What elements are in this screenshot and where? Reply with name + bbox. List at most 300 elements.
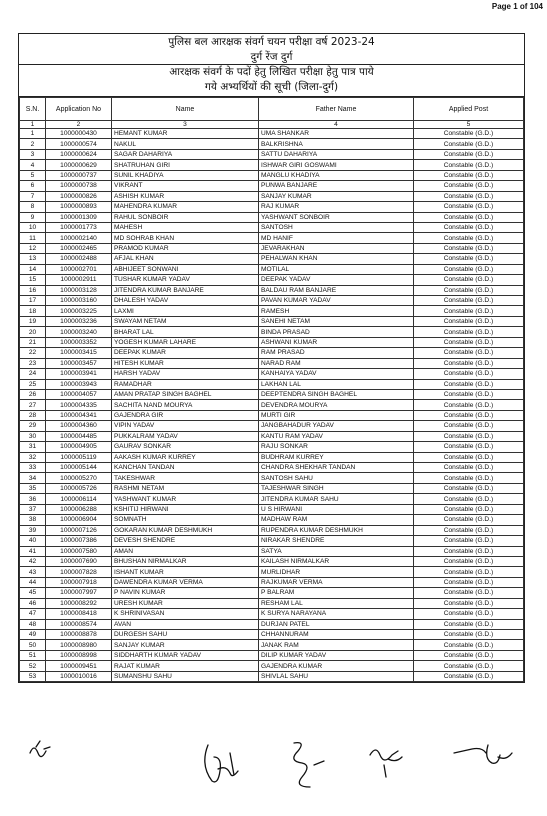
cell-applied-post: Constable (G.D.)	[414, 191, 524, 201]
cell-application-no: 1000003236	[46, 316, 112, 326]
cell-sn: 27	[20, 400, 46, 410]
cell-applied-post: Constable (G.D.)	[414, 588, 524, 598]
cell-name: URESH KUMAR	[112, 598, 259, 608]
table-row	[20, 661, 524, 671]
cell-sn: 1	[20, 129, 46, 139]
cell-name: GAURAV SONKAR	[112, 442, 259, 452]
cell-application-no: 1000007580	[46, 546, 112, 556]
cell-application-no: 1000000574	[46, 139, 112, 149]
header-application-no: Application No	[46, 98, 112, 121]
cell-application-no: 1000007690	[46, 556, 112, 566]
cell-father-name: RAMESH	[259, 306, 414, 316]
cell-name: SHATRUHAN GIRI	[112, 160, 259, 170]
cell-applied-post: Constable (G.D.)	[414, 567, 524, 577]
cell-applied-post: Constable (G.D.)	[414, 452, 524, 462]
table-row	[20, 525, 524, 535]
cell-sn: 30	[20, 431, 46, 441]
cell-application-no: 1000007997	[46, 588, 112, 598]
cell-sn: 49	[20, 630, 46, 640]
cell-name: TUSHAR KUMAR YADAV	[112, 275, 259, 285]
cell-father-name: JANGBAHADUR YADAV	[259, 421, 414, 431]
cell-name: RAHUL SONBOIR	[112, 212, 259, 222]
cell-applied-post: Constable (G.D.)	[414, 400, 524, 410]
cell-name: ASHISH KUMAR	[112, 191, 259, 201]
cell-sn: 8	[20, 202, 46, 212]
cell-father-name: TAJESHWAR SINGH	[259, 483, 414, 493]
signatures-area	[18, 735, 525, 797]
cell-sn: 22	[20, 348, 46, 358]
cell-sn: 23	[20, 358, 46, 368]
table-row	[20, 191, 524, 201]
table-row	[20, 129, 524, 139]
table-row	[20, 630, 524, 640]
cell-application-no: 1000006904	[46, 515, 112, 525]
column-number: 4	[259, 121, 414, 129]
cell-name: AFJAL KHAN	[112, 254, 259, 264]
cell-name: DEVESH SHENDRE	[112, 536, 259, 546]
cell-sn: 6	[20, 181, 46, 191]
table-row	[20, 567, 524, 577]
cell-application-no: 1000006114	[46, 494, 112, 504]
cell-application-no: 1000008878	[46, 630, 112, 640]
cell-application-no: 1000005144	[46, 463, 112, 473]
table-row	[20, 556, 524, 566]
cell-applied-post: Constable (G.D.)	[414, 515, 524, 525]
cell-name: VIPIN YADAV	[112, 421, 259, 431]
cell-father-name: MURLIDHAR	[259, 567, 414, 577]
cell-father-name: U S HIRWANI	[259, 504, 414, 514]
cell-sn: 51	[20, 650, 46, 660]
column-number: 2	[46, 121, 112, 129]
cell-applied-post: Constable (G.D.)	[414, 296, 524, 306]
cell-name: BHARAT LAL	[112, 327, 259, 337]
cell-sn: 19	[20, 316, 46, 326]
cell-application-no: 1000003240	[46, 327, 112, 337]
table-row	[20, 296, 524, 306]
cell-name: SACHITA NAND MOURYA	[112, 400, 259, 410]
cell-applied-post: Constable (G.D.)	[414, 149, 524, 159]
cell-sn: 39	[20, 525, 46, 535]
cell-father-name: MURTI GIR	[259, 410, 414, 420]
cell-application-no: 1000006288	[46, 504, 112, 514]
table-row	[20, 337, 524, 347]
cell-name: TAKESHWAR	[112, 473, 259, 483]
table-row	[20, 306, 524, 316]
cell-application-no: 1000001773	[46, 222, 112, 232]
cell-name: PUKKALRAM YADAV	[112, 431, 259, 441]
cell-sn: 42	[20, 556, 46, 566]
cell-name: GAJENDRA GIR	[112, 410, 259, 420]
cell-name: KSHITIJ HIRWANI	[112, 504, 259, 514]
cell-name: RAJAT KUMAR	[112, 661, 259, 671]
table-body	[20, 129, 524, 682]
cell-applied-post: Constable (G.D.)	[414, 630, 524, 640]
cell-application-no: 1000000826	[46, 191, 112, 201]
cell-application-no: 1000004905	[46, 442, 112, 452]
cell-sn: 14	[20, 264, 46, 274]
table-row	[20, 170, 524, 180]
cell-application-no: 1000000624	[46, 149, 112, 159]
table-row	[20, 421, 524, 431]
table-row	[20, 369, 524, 379]
cell-applied-post: Constable (G.D.)	[414, 129, 524, 139]
table-row	[20, 275, 524, 285]
cell-applied-post: Constable (G.D.)	[414, 463, 524, 473]
cell-father-name: RAJKUMAR VERMA	[259, 577, 414, 587]
cell-applied-post: Constable (G.D.)	[414, 661, 524, 671]
cell-father-name: PEHALWAN KHAN	[259, 254, 414, 264]
cell-father-name: P BALRAM	[259, 588, 414, 598]
cell-father-name: GAJENDRA KUMAR	[259, 661, 414, 671]
cell-father-name: MOTILAL	[259, 264, 414, 274]
cell-name: HEMANT KUMAR	[112, 129, 259, 139]
signature-5	[454, 745, 512, 763]
cell-name: MD SOHRAB KHAN	[112, 233, 259, 243]
cell-father-name: NIRAKAR SHENDRE	[259, 536, 414, 546]
cell-father-name: BINDA PRASAD	[259, 327, 414, 337]
cell-father-name: DEVENDRA MOURYA	[259, 400, 414, 410]
cell-application-no: 1000005726	[46, 483, 112, 493]
cell-application-no: 1000003225	[46, 306, 112, 316]
cell-name: YOGESH KUMAR LAHARE	[112, 337, 259, 347]
cell-name: MAHENDRA KUMAR	[112, 202, 259, 212]
cell-applied-post: Constable (G.D.)	[414, 202, 524, 212]
cell-applied-post: Constable (G.D.)	[414, 170, 524, 180]
cell-application-no: 1000008292	[46, 598, 112, 608]
cell-application-no: 1000002465	[46, 243, 112, 253]
cell-father-name: KANHAIYA YADAV	[259, 369, 414, 379]
table-row	[20, 442, 524, 452]
cell-father-name: JANAK RAM	[259, 640, 414, 650]
table-row	[20, 212, 524, 222]
cell-application-no: 1000003160	[46, 296, 112, 306]
table-row	[20, 233, 524, 243]
cell-applied-post: Constable (G.D.)	[414, 650, 524, 660]
cell-father-name: SANEHI NETAM	[259, 316, 414, 326]
cell-sn: 15	[20, 275, 46, 285]
cell-father-name: BUDHRAM KURREY	[259, 452, 414, 462]
cell-name: ABHIJEET SONWANI	[112, 264, 259, 274]
cell-application-no: 1000004485	[46, 431, 112, 441]
cell-sn: 32	[20, 452, 46, 462]
cell-name: PRAMOD KUMAR	[112, 243, 259, 253]
cell-name: AVAN	[112, 619, 259, 629]
cell-father-name: DURJAN PATEL	[259, 619, 414, 629]
cell-father-name: RAJU SONKAR	[259, 442, 414, 452]
cell-name: SUMANSHU SAHU	[112, 671, 259, 681]
cell-name: HARSH YADAV	[112, 369, 259, 379]
cell-father-name: RAM PRASAD	[259, 348, 414, 358]
cell-father-name: MADHAW RAM	[259, 515, 414, 525]
cell-name: SWAYAM NETAM	[112, 316, 259, 326]
table-row	[20, 410, 524, 420]
table-row	[20, 264, 524, 274]
cell-name: DURGESH SAHU	[112, 630, 259, 640]
cell-applied-post: Constable (G.D.)	[414, 504, 524, 514]
table-row	[20, 546, 524, 556]
cell-father-name: DEEPTENDRA SINGH BAGHEL	[259, 389, 414, 399]
exam-title: पुलिस बल आरक्षक संवर्ग चयन परीक्षा वर्ष 2023-24	[168, 36, 375, 48]
cell-father-name: SANTOSH SAHU	[259, 473, 414, 483]
cell-applied-post: Constable (G.D.)	[414, 233, 524, 243]
cell-applied-post: Constable (G.D.)	[414, 285, 524, 295]
cell-name: DEEPAK KUMAR	[112, 348, 259, 358]
cell-father-name: SHIVLAL SAHU	[259, 671, 414, 681]
cell-sn: 4	[20, 160, 46, 170]
cell-applied-post: Constable (G.D.)	[414, 243, 524, 253]
column-number: 3	[112, 121, 259, 129]
cell-name: RASHMI NETAM	[112, 483, 259, 493]
cell-father-name: SATTU DAHARIYA	[259, 149, 414, 159]
cell-application-no: 1000008574	[46, 619, 112, 629]
table-row	[20, 577, 524, 587]
column-number: 1	[20, 121, 46, 129]
cell-applied-post: Constable (G.D.)	[414, 306, 524, 316]
cell-father-name: NARAD RAM	[259, 358, 414, 368]
cell-sn: 25	[20, 379, 46, 389]
cell-applied-post: Constable (G.D.)	[414, 316, 524, 326]
cell-sn: 38	[20, 515, 46, 525]
cell-father-name: DILIP KUMAR YADAV	[259, 650, 414, 660]
cell-father-name: RESHAM LAL	[259, 598, 414, 608]
table-row	[20, 389, 524, 399]
table-row	[20, 494, 524, 504]
cell-application-no: 1000000738	[46, 181, 112, 191]
cell-father-name: SANJAY KUMAR	[259, 191, 414, 201]
cell-application-no: 1000003943	[46, 379, 112, 389]
column-number: 5	[414, 121, 524, 129]
cell-applied-post: Constable (G.D.)	[414, 358, 524, 368]
cell-father-name: PUNWA BANJARE	[259, 181, 414, 191]
cell-application-no: 1000003415	[46, 348, 112, 358]
cell-application-no: 1000004341	[46, 410, 112, 420]
cell-application-no: 1000007386	[46, 536, 112, 546]
cell-applied-post: Constable (G.D.)	[414, 431, 524, 441]
cell-name: K SHRINIVASAN	[112, 609, 259, 619]
cell-name: AAKASH KUMAR KURREY	[112, 452, 259, 462]
cell-sn: 40	[20, 536, 46, 546]
cell-father-name: BALDAU RAM BANJARE	[259, 285, 414, 295]
cell-name: NAKUL	[112, 139, 259, 149]
cell-applied-post: Constable (G.D.)	[414, 577, 524, 587]
cell-name: MAHESH	[112, 222, 259, 232]
cell-applied-post: Constable (G.D.)	[414, 181, 524, 191]
signature-1	[30, 741, 50, 757]
cell-applied-post: Constable (G.D.)	[414, 264, 524, 274]
table-row	[20, 379, 524, 389]
cell-application-no: 1000003352	[46, 337, 112, 347]
cell-name: BHUSHAN NIRMALKAR	[112, 556, 259, 566]
cell-sn: 37	[20, 504, 46, 514]
cell-applied-post: Constable (G.D.)	[414, 494, 524, 504]
cell-applied-post: Constable (G.D.)	[414, 337, 524, 347]
cell-name: ISHANT KUMAR	[112, 567, 259, 577]
cell-application-no: 1000003457	[46, 358, 112, 368]
cell-applied-post: Constable (G.D.)	[414, 536, 524, 546]
table-row	[20, 640, 524, 650]
cell-father-name: YASHWANT SONBOIR	[259, 212, 414, 222]
table-row	[20, 316, 524, 326]
cell-application-no: 1000007126	[46, 525, 112, 535]
cell-father-name: ISHWAR GIRI GOSWAMI	[259, 160, 414, 170]
cell-father-name: MANGLU KHADIYA	[259, 170, 414, 180]
header-applied-post: Applied Post	[414, 98, 524, 121]
cell-applied-post: Constable (G.D.)	[414, 389, 524, 399]
column-number-row	[20, 121, 524, 129]
candidate-list-sheet	[18, 33, 525, 683]
table-row	[20, 598, 524, 608]
table-row	[20, 400, 524, 410]
cell-father-name: UMA SHANKAR	[259, 129, 414, 139]
cell-sn: 48	[20, 619, 46, 629]
cell-name: YASHWANT KUMAR	[112, 494, 259, 504]
cell-father-name: MD HANIF	[259, 233, 414, 243]
cell-father-name: SANTOSH	[259, 222, 414, 232]
cell-father-name: CHANDRA SHEKHAR TANDAN	[259, 463, 414, 473]
cell-father-name: SATYA	[259, 546, 414, 556]
table-row	[20, 431, 524, 441]
cell-sn: 41	[20, 546, 46, 556]
cell-father-name: CHHANNURAM	[259, 630, 414, 640]
cell-sn: 43	[20, 567, 46, 577]
cell-sn: 20	[20, 327, 46, 337]
table-row	[20, 139, 524, 149]
cell-application-no: 1000005119	[46, 452, 112, 462]
cell-sn: 35	[20, 483, 46, 493]
cell-sn: 45	[20, 588, 46, 598]
cell-father-name: K SURYA NARAYANA	[259, 609, 414, 619]
cell-applied-post: Constable (G.D.)	[414, 379, 524, 389]
cell-application-no: 1000009451	[46, 661, 112, 671]
table-row	[20, 452, 524, 462]
table-row	[20, 254, 524, 264]
cell-name: SUNIL KHADIYA	[112, 170, 259, 180]
table-row	[20, 588, 524, 598]
table-header-row	[20, 98, 524, 121]
cell-sn: 24	[20, 369, 46, 379]
cell-application-no: 1000008998	[46, 650, 112, 660]
cell-applied-post: Constable (G.D.)	[414, 275, 524, 285]
cell-sn: 18	[20, 306, 46, 316]
cell-application-no: 1000010016	[46, 671, 112, 681]
cell-name: P NAVIN KUMAR	[112, 588, 259, 598]
cell-sn: 13	[20, 254, 46, 264]
cell-name: HITESH KUMAR	[112, 358, 259, 368]
table-row	[20, 243, 524, 253]
cell-name: LAXMI	[112, 306, 259, 316]
cell-sn: 12	[20, 243, 46, 253]
signature-2	[205, 745, 238, 782]
cell-applied-post: Constable (G.D.)	[414, 348, 524, 358]
cell-applied-post: Constable (G.D.)	[414, 139, 524, 149]
header-name: Name	[112, 98, 259, 121]
cell-father-name: KAILASH NIRMALKAR	[259, 556, 414, 566]
cell-applied-post: Constable (G.D.)	[414, 671, 524, 681]
cell-applied-post: Constable (G.D.)	[414, 421, 524, 431]
cell-applied-post: Constable (G.D.)	[414, 546, 524, 556]
table-row	[20, 327, 524, 337]
cell-sn: 31	[20, 442, 46, 452]
candidates-table	[19, 97, 524, 682]
cell-applied-post: Constable (G.D.)	[414, 619, 524, 629]
table-row	[20, 671, 524, 681]
cell-application-no: 1000000430	[46, 129, 112, 139]
table-row	[20, 536, 524, 546]
cell-applied-post: Constable (G.D.)	[414, 473, 524, 483]
cell-father-name: RAJ KUMAR	[259, 202, 414, 212]
table-row	[20, 650, 524, 660]
cell-name: DAWENDRA KUMAR VERMA	[112, 577, 259, 587]
table-row	[20, 358, 524, 368]
cell-applied-post: Constable (G.D.)	[414, 410, 524, 420]
cell-application-no: 1000004360	[46, 421, 112, 431]
table-row	[20, 609, 524, 619]
cell-sn: 46	[20, 598, 46, 608]
cell-sn: 21	[20, 337, 46, 347]
cell-name: SANJAY KUMAR	[112, 640, 259, 650]
cell-name: GOKARAN KUMAR DESHMUKH	[112, 525, 259, 535]
cell-name: SIDDHARTH KUMAR YADAV	[112, 650, 259, 660]
cell-application-no: 1000008418	[46, 609, 112, 619]
cell-applied-post: Constable (G.D.)	[414, 369, 524, 379]
cell-sn: 10	[20, 222, 46, 232]
cell-application-no: 1000004057	[46, 389, 112, 399]
cell-sn: 50	[20, 640, 46, 650]
cell-sn: 28	[20, 410, 46, 420]
cell-father-name: PAVAN KUMAR YADAV	[259, 296, 414, 306]
cell-sn: 33	[20, 463, 46, 473]
cell-application-no: 1000000737	[46, 170, 112, 180]
cell-sn: 29	[20, 421, 46, 431]
table-row	[20, 149, 524, 159]
cell-sn: 5	[20, 170, 46, 180]
range-title: दुर्ग रेंज दुर्ग	[19, 50, 524, 65]
list-title-line-2: गये अभ्यर्थियों की सूची (जिला-दुर्ग)	[19, 80, 524, 97]
cell-sn: 44	[20, 577, 46, 587]
cell-sn: 11	[20, 233, 46, 243]
cell-sn: 53	[20, 671, 46, 681]
page-number: Page 1 of 104	[491, 2, 543, 11]
cell-applied-post: Constable (G.D.)	[414, 556, 524, 566]
cell-applied-post: Constable (G.D.)	[414, 327, 524, 337]
table-row	[20, 463, 524, 473]
cell-name: AMAN	[112, 546, 259, 556]
cell-father-name: LAKHAN LAL	[259, 379, 414, 389]
cell-name: VIKRANT	[112, 181, 259, 191]
cell-sn: 47	[20, 609, 46, 619]
cell-name: SOMNATH	[112, 515, 259, 525]
cell-sn: 2	[20, 139, 46, 149]
table-row	[20, 285, 524, 295]
cell-application-no: 1000004335	[46, 400, 112, 410]
cell-sn: 9	[20, 212, 46, 222]
cell-application-no: 1000003128	[46, 285, 112, 295]
table-row	[20, 504, 524, 514]
table-row	[20, 222, 524, 232]
cell-name: SAGAR DAHARIYA	[112, 149, 259, 159]
cell-father-name: JEVARAKHAN	[259, 243, 414, 253]
cell-application-no: 1000001309	[46, 212, 112, 222]
cell-sn: 36	[20, 494, 46, 504]
cell-name: KANCHAN TANDAN	[112, 463, 259, 473]
cell-name: DHALESH YADAV	[112, 296, 259, 306]
table-row	[20, 619, 524, 629]
cell-applied-post: Constable (G.D.)	[414, 160, 524, 170]
cell-father-name: KANTU RAM YADAV	[259, 431, 414, 441]
cell-sn: 52	[20, 661, 46, 671]
signature-3	[294, 743, 324, 787]
cell-application-no: 1000002488	[46, 254, 112, 264]
